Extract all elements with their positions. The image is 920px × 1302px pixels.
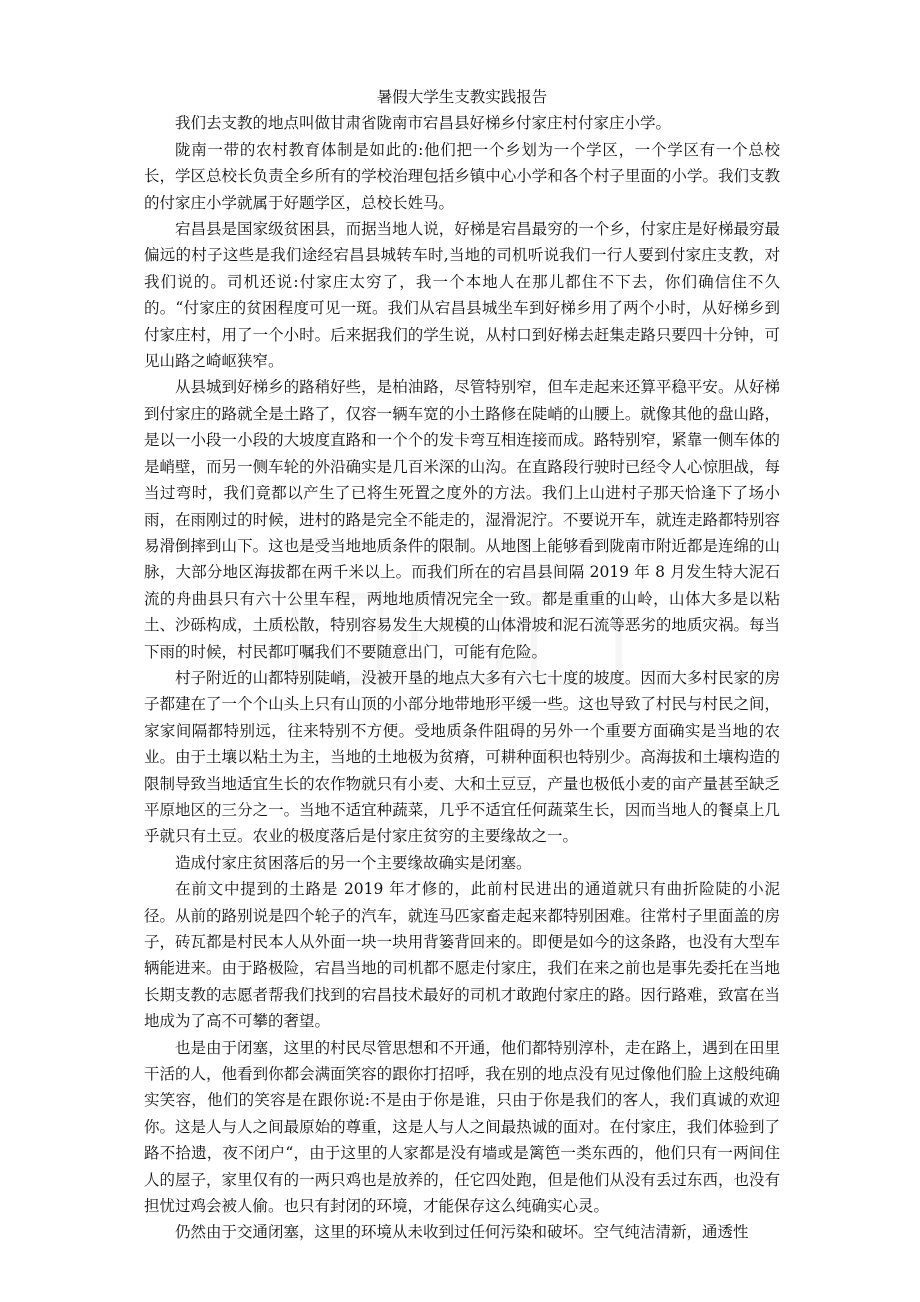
paragraph-1: 我们去支教的地点叫做甘肃省陇南市宕昌县好梯乡付家庄村付家庄小学。 bbox=[175, 114, 672, 133]
paragraph-4: 从县城到好梯乡的路稍好些，是柏油路，尽管特别窄，但车走起来还算平稳平安。从好梯到付家庄的路就全是土路了，仅容一辆车宽的小土路修在陡峭的山腰上。就像其他的盘山路，是以一小段一小段的大坡度直路和一个个的发卡弯互相连接而成。路特别窄，紧靠一侧车体的是峭壁，而另一侧车轮的外沿确实是几百米深的山沟。在直路段行驶时已经令人心惊胆战，每当过弯时，我们竟都以产生了已将生死置之度外的方法。我们上山进村子那天恰逢下了场小雨，在雨刚过的时候，进村的路是完全不能走的，湿滑泥泞。不要说开车，就连走路都特别容易滑倒摔到山下。这也是受当地地质条件的限制。从地图上能够看到陇南市附近都是连绵的山脉，大部分地区海拔都在两千米以上。而我们所在的宕昌县间隔 2019 年 8 月发生特大泥石流的舟曲县只有六十公里车程，两地地质情况完全一致。都是重重的山岭，山体大多是以粘土、沙砾构成，土质松散，特别容易发生大规模的山体滑坡和泥石流等恶劣的地质灾祸。每当下雨的时候，村民都叮嘱我们不要随意出门，可能有危险。 bbox=[144, 378, 780, 661]
paragraph-9: 仍然由于交通闭塞，这里的环境从未收到过任何污染和破坏。空气纯洁清新，通透性 bbox=[175, 1223, 749, 1242]
paragraph-5: 村子附近的山都特别陡峭，没被开垦的地点大多有六七十度的坡度。因而大多村民家的房子都建在了一个个山头上只有山顶的小部分地带地形平缓一些。这也导致了村民与村民之间，家家间隔都特别远，往来特别不方便。受地质条件阻碍的另外一个重要方面确实是当地的农业。由于土壤以粘土为主，当地的土地极为贫瘠，可耕种面积也特别少。高海拔和土壤构造的限制导致当地适宜生长的农作物就只有小麦、大和土豆豆，产量也极低小麦的亩产量甚至缺乏平原地区的三分之一。当地不适宜种蔬菜，几乎不适宜任何蔬菜生长，因而当地人的餐桌上几乎就只有土豆。农业的极度落后是付家庄贫穷的主要缘故之一。 bbox=[144, 668, 780, 846]
document-body bbox=[144, 84, 780, 1246]
paragraph-8: 也是由于闭塞，这里的村民尽管思想和不开通，他们都特别淳朴，走在路上，遇到在田里干活的人，他看到你都会满面笑容的跟你打招呼，我在别的地点没有见过像他们脸上这般纯确实笑容，他们的笑容是在跟你说:不是由于你是谁，只由于你是我们的客人，我们真诚的欢迎你。这是人与人之间最原始的尊重，这是人与人之间最热诚的面对。在付家庄，我们体验到了路不拾遗，夜不闭户“，由于这里的人家都是没有墙或是篱笆一类东西的，他们只有一两间住人的屋子，家里仅有的一两只鸡也是放养的，任它四处跑，但是他们从没有丢过东西，也没有担忧过鸡会被人偷。也只有封闭的环境，才能保存这么纯确实心灵。 bbox=[144, 1038, 780, 1216]
paragraph-2: 陇南一带的农村教育体制是如此的:他们把一个乡划为一个学区，一个学区有一个总校长，学区总校长负责全乡所有的学校治理包括乡镇中心小学和各个村子里面的小学。我们支教的付家庄小学就属于好题学区，总校长姓马。 bbox=[144, 140, 780, 212]
paragraph-3: 宕昌县是国家级贫困县，而据当地人说，好梯是宕昌最穷的一个乡，付家庄是好梯最穷最偏远的村子这些是我们途经宕昌县城转车时,当地的司机听说我们一行人要到付家庄支教，对我们说的。司机还说:付家庄太穷了，我一个本地人在那儿都住不下去，你们确信住不久的。“付家庄的贫困程度可见一斑。我们从宕昌县城坐车到好梯乡用了两个小时，从好梯乡到付家庄村，用了一个小时。后来据我们的学生说，从村口到好梯去赶集走路只要四十分钟，可见山路之崎岖狭窄。 bbox=[144, 220, 780, 371]
document-title: 暑假大学生支教实践报告 bbox=[376, 88, 548, 106]
paragraph-6: 造成付家庄贫困落后的另一个主要缘故确实是闭塞。 bbox=[175, 853, 532, 872]
paragraph-7: 在前文中提到的土路是 2019 年才修的，此前村民进出的通道就只有曲折险陡的小泥径。从前的路别说是四个轮子的汽车，就连马匹家畜走起来都特别困难。往常村子里面盖的房子，砖瓦都是村民本人从外面一块一块用背篓背回来的。即便是如今的这条路，也没有大型车辆能进来。由于路极险，宕昌当地的司机都不愿走付家庄，我们在来之前也是事先委托在当地长期支教的志愿者帮我们找到的宕昌技术最好的司机才敢跑付家庄的路。因行路难，致富在当地成为了高不可攀的奢望。 bbox=[144, 880, 780, 1031]
